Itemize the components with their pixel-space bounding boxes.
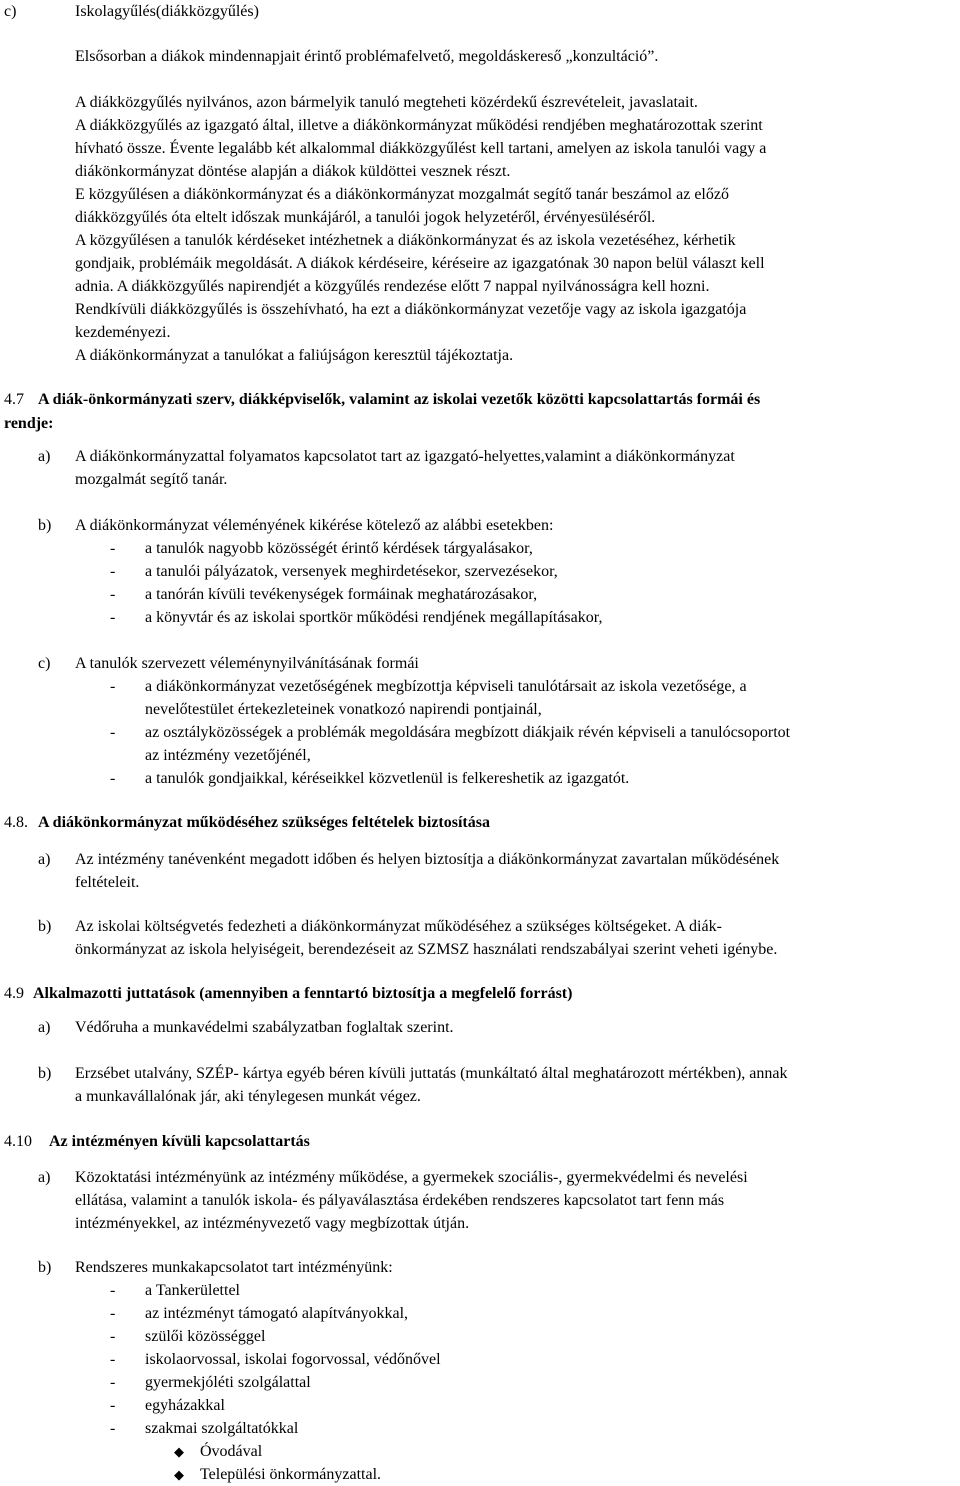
list-marker: b) xyxy=(38,918,52,935)
list-marker: a) xyxy=(38,1019,51,1036)
paragraph-line: diákönkormányzat döntése alapján a diákok küldöttei vesznek részt. xyxy=(75,163,511,180)
section-title: Az intézményen kívüli kapcsolattartás xyxy=(49,1133,310,1150)
list-text: Az intézmény tanévenként megadott időben és helyen biztosítja a diákönkormányzat zavartalan működésének xyxy=(75,851,780,868)
section-number: 4.9 xyxy=(4,985,24,1002)
dash: - xyxy=(110,609,116,626)
list-marker: b) xyxy=(38,1259,52,1276)
dash: - xyxy=(110,1420,116,1437)
list-item-cont: az intézmény vezetőjénél, xyxy=(145,747,311,764)
section-title: A diákönkormányzat működéséhez szükséges feltételek biztosítása xyxy=(38,814,490,831)
list-marker: b) xyxy=(38,517,52,534)
list-item: a Tankerülettel xyxy=(145,1282,240,1299)
list-lead: Rendszeres munkakapcsolatot tart intézményünk: xyxy=(75,1259,393,1276)
diamond-bullet-icon: ◆ xyxy=(174,1467,184,1482)
list-text: a munkavállalónak jár, aki ténylegesen munkát végez. xyxy=(75,1088,421,1105)
list-marker: b) xyxy=(38,1065,52,1082)
list-lead: A tanulók szervezett véleménynyilvánításának formái xyxy=(75,655,419,672)
sub-list-item: Óvodával xyxy=(200,1443,263,1460)
list-item: az intézményt támogató alapítványokkal, xyxy=(145,1305,409,1322)
list-text: Erzsébet utalvány, SZÉP- kártya egyéb béren kívüli juttatás (munkáltató által meghatározott mértékben), annak xyxy=(75,1065,788,1082)
dash: - xyxy=(110,678,116,695)
dash: - xyxy=(110,724,116,741)
paragraph-line: A közgyűlésen a tanulók kérdéseket intézhetnek a diákönkormányzat és az iskola vezetéséhez, kérhetik xyxy=(75,232,736,249)
list-item: a tanulók nagyobb közösségét érintő kérdések tárgyalásakor, xyxy=(145,540,533,557)
list-text: Védőruha a munkavédelmi szabályzatban foglaltak szerint. xyxy=(75,1019,454,1036)
paragraph-line: E közgyűlésen a diákönkormányzat és a diákönkormányzat mozgalmát segítő tanár beszámol az előző xyxy=(75,186,729,203)
list-text: intézményekkel, az intézményvezető vagy megbízottak útján. xyxy=(75,1215,470,1232)
dash: - xyxy=(110,1328,116,1345)
list-item: egyházakkal xyxy=(145,1397,225,1414)
paragraph-line: kezdeményezi. xyxy=(75,324,171,341)
paragraph-line: gondjaik, problémáik megoldását. A diákok kérdéseire, kéréseire az igazgatónak 30 napon belül választ kell xyxy=(75,255,765,272)
section-number: 4.7 xyxy=(4,391,24,408)
paragraph-line: A diákönkormányzat a tanulókat a faliújságon keresztül tájékoztatja. xyxy=(75,347,514,364)
list-item: szakmai szolgáltatókkal xyxy=(145,1420,299,1437)
section-title: Alkalmazotti juttatások (amennyiben a fenntartó biztosítja a megfelelő forrást) xyxy=(33,985,573,1002)
paragraph-line: adnia. A diákközgyűlés napirendjét a közgyűlés rendezése előtt 7 nappal nyilvánosságra kell hozni. xyxy=(75,278,710,295)
section-number: 4.10 xyxy=(4,1133,32,1150)
list-marker: a) xyxy=(38,851,51,868)
list-text: Az iskolai költségvetés fedezheti a diákönkormányzat működéséhez a szükséges költségeket. A diák- xyxy=(75,918,722,935)
paragraph-line: A diákközgyűlés nyilvános, azon bármelyik tanuló megteheti közérdekű észrevételeit, javaslatait. xyxy=(75,94,698,111)
paragraph-line: Rendkívüli diákközgyűlés is összehívható, ha ezt a diákönkormányzat vezetője vagy az iskola igazgatója xyxy=(75,301,747,318)
dash: - xyxy=(110,1305,116,1322)
list-text: A diákönkormányzattal folyamatos kapcsolatot tart az igazgató-helyettes,valamint a diákönkormányzat xyxy=(75,448,735,465)
list-item: a tanórán kívüli tevékenységek formáinak meghatározásakor, xyxy=(145,586,538,603)
sub-list-item: Települési önkormányzattal. xyxy=(200,1466,382,1483)
dash: - xyxy=(110,563,116,580)
list-item: a diákönkormányzat vezetőségének megbízottja képviseli tanulótársait az iskola vezetősége, a xyxy=(145,678,747,695)
section-title: A diák-önkormányzati szerv, diákképviselők, valamint az iskolai vezetők közötti kapcsolattartás formái és xyxy=(38,391,761,408)
dash: - xyxy=(110,1282,116,1299)
list-text: ellátása, valamint a tanulók iskola- és pályaválasztása érdekében rendszeres kapcsolatot tart fenn más xyxy=(75,1192,725,1209)
dash: - xyxy=(110,770,116,787)
dash: - xyxy=(110,1351,116,1368)
list-text: mozgalmát segítő tanár. xyxy=(75,471,228,488)
list-text: feltételeit. xyxy=(75,874,140,891)
paragraph-line: A diákközgyűlés az igazgató által, illetve a diákönkormányzat működési rendjében meghatározottak szerint xyxy=(75,117,763,134)
dash: - xyxy=(110,540,116,557)
list-item: az osztályközösségek a problémák megoldására megbízott diákjaik révén képviseli a tanulócsoportot xyxy=(145,724,791,741)
paragraph-intro: Elsősorban a diákok mindennapjait érintő problémafelvető, megoldáskereső „konzultáció”. xyxy=(75,48,659,65)
list-item: a tanulói pályázatok, versenyek meghirdetésekor, szervezésekor, xyxy=(145,563,558,580)
dash: - xyxy=(110,1397,116,1414)
list-item: a könyvtár és az iskolai sportkör működési rendjének megállapításakor, xyxy=(145,609,603,626)
list-marker: a) xyxy=(38,1169,51,1186)
list-marker: c) xyxy=(38,655,51,672)
paragraph-line: hívható össze. Évente legalább két alkalommal diákközgyűlést kell tartani, amelyen az iskola tanulói vagy a xyxy=(75,140,767,157)
list-text: önkormányzat az iskola helyiségeit, berendezéseit az SZMSZ használati rendszabályai szerint veheti igénybe. xyxy=(75,941,778,958)
diamond-bullet-icon: ◆ xyxy=(174,1444,184,1459)
list-item-cont: nevelőtestület értekezleteinek vonatkozó napirendi pontjainál, xyxy=(145,701,542,718)
dash: - xyxy=(110,586,116,603)
list-lead: A diákönkormányzat véleményének kikérése kötelező az alábbi esetekben: xyxy=(75,517,554,534)
dash: - xyxy=(110,1374,116,1391)
list-item: a tanulók gondjaikkal, kéréseikkel közvetlenül is felkereshetik az igazgatót. xyxy=(145,770,630,787)
section-title-cont: rendje: xyxy=(4,415,54,432)
list-item: gyermekjóléti szolgálattal xyxy=(145,1374,311,1391)
list-item: iskolaorvossal, iskolai fogorvossal, védőnővel xyxy=(145,1351,441,1368)
section-heading: Iskolagyűlés(diákközgyűlés) xyxy=(75,3,259,20)
section-number: 4.8. xyxy=(4,814,28,831)
list-marker: a) xyxy=(38,448,51,465)
list-text: Közoktatási intézményünk az intézmény működése, a gyermekek szociális-, gyermekvédelmi és nevelési xyxy=(75,1169,748,1186)
list-marker: c) xyxy=(4,3,17,20)
paragraph-line: diákközgyűlés óta eltelt időszak munkájáról, a tanulói jogok helyzetéről, érvényesüléséről. xyxy=(75,209,656,226)
list-item: szülői közösséggel xyxy=(145,1328,266,1345)
